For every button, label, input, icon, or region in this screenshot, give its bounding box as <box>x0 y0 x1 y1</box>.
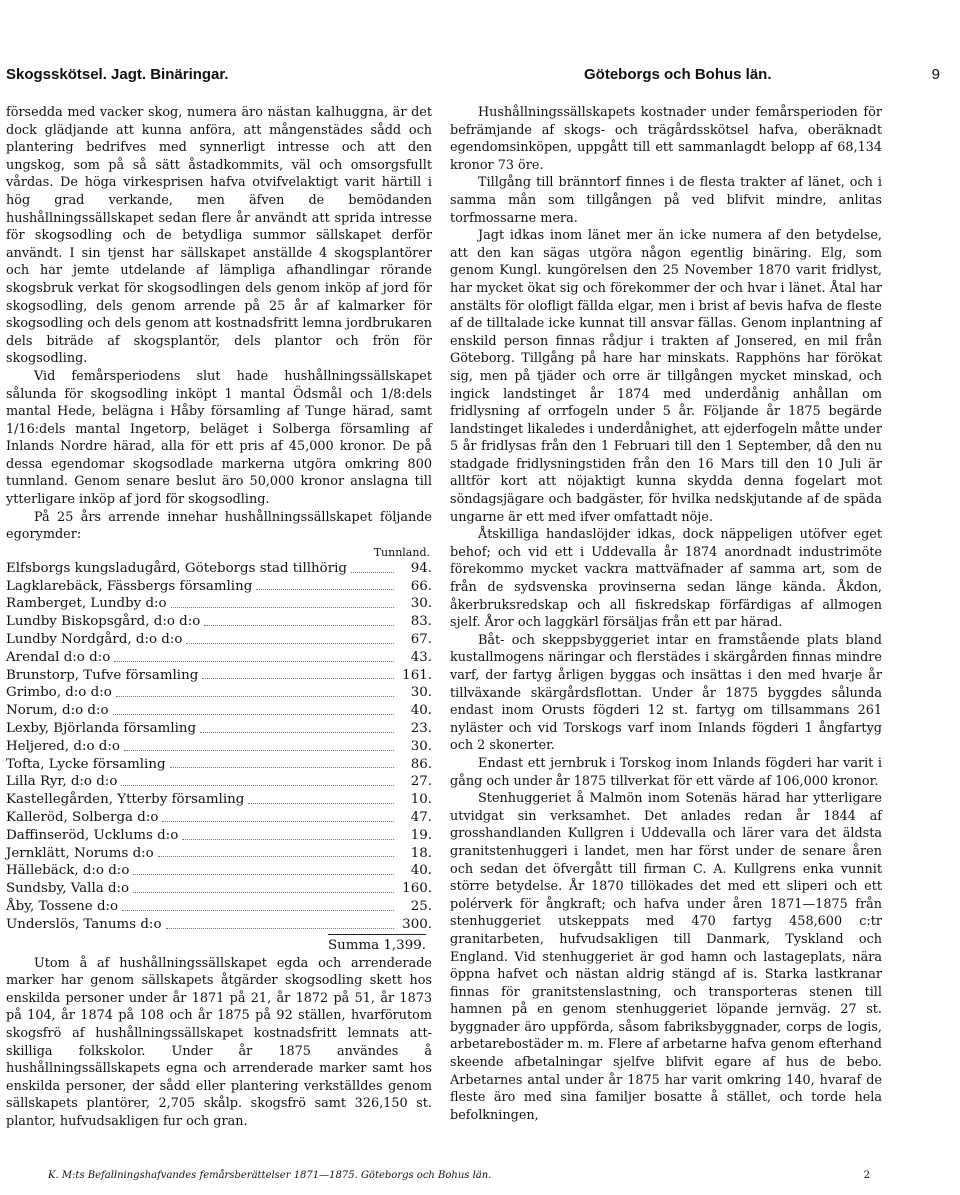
row-name: Norum, d:o d:o <box>6 703 109 719</box>
header-region-title: Göteborgs och Bohus län. <box>584 66 772 83</box>
row-name: Kalleröd, Solberga d:o <box>6 810 159 825</box>
table-row <box>6 791 432 809</box>
leader-dots <box>124 738 394 751</box>
paragraph: Båt- och skeppsbyggeriet intar en framstående plats bland kustallmogens näringar och flerstädes i skärgården finnas mindre varf, der fartyg årligen byggas och insättas i den med hvarje år tillväxande skärgårdsflottan. Under år 1875 byggdes sålunda endast inom Orusts fögderi 12 st. fartyg om tillsammans 261 nyläster och vid Torskogs varf inom Inlands fögderi 1 ångfartyg och 2 skonerter. <box>450 632 882 754</box>
row-name: Arendal d:o d:o <box>6 649 111 665</box>
paragraph: Tillgång till bränntorf finnes i de flesta trakter af länet, och i samma mån som tillgången på ved blifvit mindre, anlitas torfmossarne mera. <box>450 175 882 226</box>
footer-number: 2 <box>863 1170 870 1181</box>
row-value: 10. <box>410 792 432 808</box>
row-value: 160. <box>402 881 432 897</box>
paragraph: På 25 års arrende innehar hushållningssällskapet följande egorymder: <box>6 509 432 543</box>
row-name: Ramberget, Lundby d:o <box>6 596 167 612</box>
row-value: 25. <box>410 898 432 914</box>
leader-dots <box>204 613 394 626</box>
row-value: 161. <box>402 667 432 683</box>
paragraph: försedda med vacker skog, numera äro nästan kalhuggna, är det dock glädjande att kunna anföra, att mångenstädes sådd och plantering bedrifves med synnerligt intresse och att den ungskog, som på så sätt åstadkommits, väl och omsorgsfullt vårdas. De höga virkesprisen hafva otvifvelaktigt varit härtill i hög grad verkande, men äfven de bemödanden hushållningssällskapet sedan flere år användt att sprida intresse för skogsodling och de betydliga summor sällskapet derför användt. I sin tjenst har sällskapet anställde 4 skogsplantörer och har jemte utdelande af lämpliga afhandlingar rörande skogsbruk verkat för skogsodlingen dels genom inköp af jord för skogsodling, dels genom arrende på 25 år af kalmarker för skogsodling och dels genom att kostnadsfritt lemna jordbrukaren dels biträde af skogsplantör, dels plantor och frön för skogsodling. <box>6 105 432 367</box>
table-row <box>6 684 432 702</box>
page-footer <box>48 1170 952 1186</box>
row-value: 43. <box>410 649 432 665</box>
row-name: Heljered, d:o d:o <box>6 738 120 754</box>
leader-dots <box>182 827 394 840</box>
row-value: 86. <box>410 756 432 772</box>
header-section-title: Skogsskötsel. Jagt. Binäringar. <box>6 66 229 83</box>
table-row <box>6 809 432 827</box>
row-value: 23. <box>410 721 432 737</box>
row-name: Lundby Nordgård, d:o d:o <box>6 632 183 648</box>
row-value: 47. <box>410 810 432 825</box>
leader-dots <box>122 898 394 911</box>
footer-citation: K. M:ts Befallningshafvandes femårsberättelser 1871—1875. Göteborgs och Bohus län. <box>48 1170 492 1181</box>
row-name: Tofta, Lycke församling <box>6 756 166 772</box>
table-row <box>6 595 432 613</box>
table-row <box>6 560 432 578</box>
table-row <box>6 720 432 738</box>
left-column <box>6 104 432 1131</box>
table-row <box>6 756 432 774</box>
table-row <box>6 862 432 880</box>
table-row <box>6 773 432 791</box>
leader-dots <box>248 791 394 804</box>
right-column <box>450 104 882 1124</box>
table-row <box>6 898 432 916</box>
row-name: Hällebäck, d:o d:o <box>6 863 130 879</box>
paragraph: Stenhuggeriet å Malmön inom Sotenäs härad har ytterligare utvidgat sin verksamhet. Det anlades redan år 1844 af grosshandlanden Kullgren i Uddevalla och lärer vara det äldsta granitstenhuggeri i landet, men har först under de senare åren och sedan det öfvergått till firman C. A. Kullgrens enka vunnit större betydelse. År 1870 tillökades det med ett sliperi och ett polérverk för ångkraft; och hafva under åren 1871—1875 från stenhuggeriet utskeppats med 470 fartyg 458,600 c:tr granitarbeten, hufvudsakligen till Danmark, Tyskland och England. Vid stenhuggeriet är god hamn och lastageplats, nära öppna hafvet och nästan aldrig stängd af is. Starka lastkranar finnas för granitstenslastning, och transporteras stenen till hamnen på en genom stenhuggeriet löpande jernväg. 27 st. byggnader äro uppförda, såsom fabriksbyggnader, corps de logis, arbetarebostäder m. m. Flere af arbetarne hafva genom efterhand skeende afbetalningar sjelfve blifvit egare af hus de bebo. Arbetarnes antal under år 1875 har varit omkring 140, hvaraf de fleste äro med sina familjer bosatte å stället, och torde hela befolkningen, <box>450 791 882 1123</box>
row-value: 83. <box>410 614 432 630</box>
leader-dots <box>162 809 394 822</box>
leader-dots <box>116 684 394 697</box>
leader-dots <box>113 702 394 715</box>
lease-table <box>6 560 432 934</box>
row-value: 30. <box>410 685 432 701</box>
leader-dots <box>256 578 394 591</box>
row-name: Åby, Tossene d:o <box>6 898 119 914</box>
leader-dots <box>121 773 394 786</box>
table-row <box>6 649 432 667</box>
leader-dots <box>133 862 394 875</box>
row-name: Kastellegården, Ytterby församling <box>6 792 245 808</box>
paragraph: Jagt idkas inom länet mer än icke numera af den betydelse, att den kan sägas utgöra någon egentlig binäring. Elg, som genom Kungl. kungörelsen den 25 November 1870 varit fridlyst, har mycket ökat sig och förekommer der och hvar i länet. Åtal har anstälts för olofligt fällda elgar, men i brist af bevis hafva de fleste af de tilltalade icke kunnat till ansvar fällas. Genom inplantning af enskild person finnas rådjur i trakten af Jonsered, en mil från Göteborg. Tillgång på hare har minskats. Rapphöns har förökat sig, men på tjäder och orre är tillgången mycket minskad, och ingick landstinget år 1874 med underdånig anhållan om fridlysning af orrfogeln under 5 år. Följande år 1875 begärde landstinget likaledes i underdånighet, att ejderfogeln måtte under 5 år fridlysas från den 1 Februari till den 1 September, då den nu stadgade fridlysningstiden från den 16 Mars till den 10 Juli är alltför kort att nöjaktigt kunna skydda denna fogelart mot söndagsjägare och badgäster, för hvilka nedskjutande af de späda ungarne är ett med ifver omfattadt nöje. <box>450 228 882 525</box>
leader-dots <box>166 916 394 929</box>
row-name: Sundsby, Valla d:o <box>6 881 130 897</box>
row-name: Daffinseröd, Ucklums d:o <box>6 827 179 843</box>
row-name: Underslös, Tanums d:o <box>6 916 162 932</box>
paragraph: Vid femårsperiodens slut hade hushållningssällskapet sålunda för skogsodling inköpt 1 mantal Ödsmål och 1/8:dels mantal Hede, belägna i Håby församling af Tunge härad, samt 1/16:dels mantal Ingetorp, beläget i Solberga församling af Inlands Nordre härad, alla för ett pris af 45,000 kronor. De på dessa egendomar skogsodlade markerna utgöra omkring 800 tunnland. Genom senare beslut äro 50,000 kronor anslagna till ytterligare inköp af jord för skogsodling. <box>6 368 432 508</box>
leader-dots <box>114 649 394 662</box>
paragraph: Utom å af hushållningssällskapet egda och arrenderade marker har genom sällskapets åtgärder skogsodling skett hos enskilda personer under år 1871 på 21, år 1872 på 51, år 1873 på 104, år 1874 på 108 och år 1875 på 92 ställen, hvarförutom skogsfrö af hushållningssällskapet kostnadsfritt lemnats att-skilliga folkskolor. Under år 1875 användes å hushållningssällskapets egna och arrenderade marker samt hos enskilda personer, der sådd eller plantering verkställdes genom sällskapets plantörer, 2,705 skålp. skogsfrö samt 326,150 st. plantor, hufvudsakligen fur och gran. <box>6 955 432 1129</box>
row-value: 27. <box>410 774 432 790</box>
row-value: 19. <box>410 827 432 843</box>
row-value: 66. <box>410 578 432 594</box>
row-name: Lilla Ryr, d:o d:o <box>6 774 118 790</box>
paragraph: Hushållningssällskapets kostnader under femårsperioden för befrämjande af skogs- och trägårdsskötsel hafva, oberäknadt egendomsinköpen, uppgått till ett sammanlagdt belopp af 68,134 kronor 73 öre. <box>450 105 882 173</box>
row-value: 40. <box>410 863 432 879</box>
row-name: Elfsborgs kungsladugård, Göteborgs stad tillhörig <box>6 560 347 576</box>
leader-dots <box>351 560 394 573</box>
row-name: Lexby, Björlanda församling <box>6 721 197 737</box>
table-row <box>6 738 432 756</box>
leader-dots <box>186 631 394 644</box>
table-row <box>6 631 432 649</box>
row-name: Grimbo, d:o d:o <box>6 685 112 701</box>
table-row <box>6 578 432 596</box>
table-unit-header: Tunnland. <box>373 545 430 559</box>
row-name: Lundby Biskopsgård, d:o d:o <box>6 614 201 630</box>
row-value: 30. <box>410 596 432 612</box>
paragraph: Åtskilliga handaslöjder idkas, dock näppeligen utöfver eget behof; och vid ett i Uddevalla år 1874 anordnadt industrimöte förekommo mycket vackra mattväfnader af samma art, som de från de sydsvenska provinserna sedan länge kända. Åkdon, åkerbruksredskap och all fiskredskap förfärdigas af allmogen sjelf. Åror och laggkärl försäljas från ett par härad. <box>450 527 882 631</box>
row-value: 300. <box>402 916 432 932</box>
row-value: 30. <box>410 738 432 754</box>
table-row <box>6 880 432 898</box>
leader-dots <box>133 880 394 893</box>
row-value: 94. <box>410 560 432 576</box>
leader-dots <box>200 720 394 733</box>
leader-dots <box>158 845 394 858</box>
row-value: 67. <box>410 632 432 648</box>
page-header <box>6 66 954 88</box>
leader-dots <box>202 667 394 680</box>
table-row <box>6 845 432 863</box>
table-row <box>6 916 432 934</box>
table-row <box>6 613 432 631</box>
table-row <box>6 667 432 685</box>
row-value: 40. <box>410 703 432 719</box>
page-number: 9 <box>931 66 940 83</box>
table-sum <box>6 934 432 955</box>
leader-dots <box>171 595 394 608</box>
sum-label: Summa 1,399. <box>328 934 426 955</box>
paragraph: Endast ett jernbruk i Torskog inom Inlands fögderi har varit i gång och under år 1875 tillverkat för ett värde af 106,000 kronor. <box>450 755 882 789</box>
leader-dots <box>170 756 394 769</box>
row-name: Brunstorp, Tufve församling <box>6 667 199 683</box>
table-row <box>6 702 432 720</box>
row-name: Lagklarebäck, Fässbergs församling <box>6 578 253 594</box>
row-value: 18. <box>410 845 432 861</box>
table-row <box>6 827 432 845</box>
row-name: Jernklätt, Norums d:o <box>6 845 154 861</box>
